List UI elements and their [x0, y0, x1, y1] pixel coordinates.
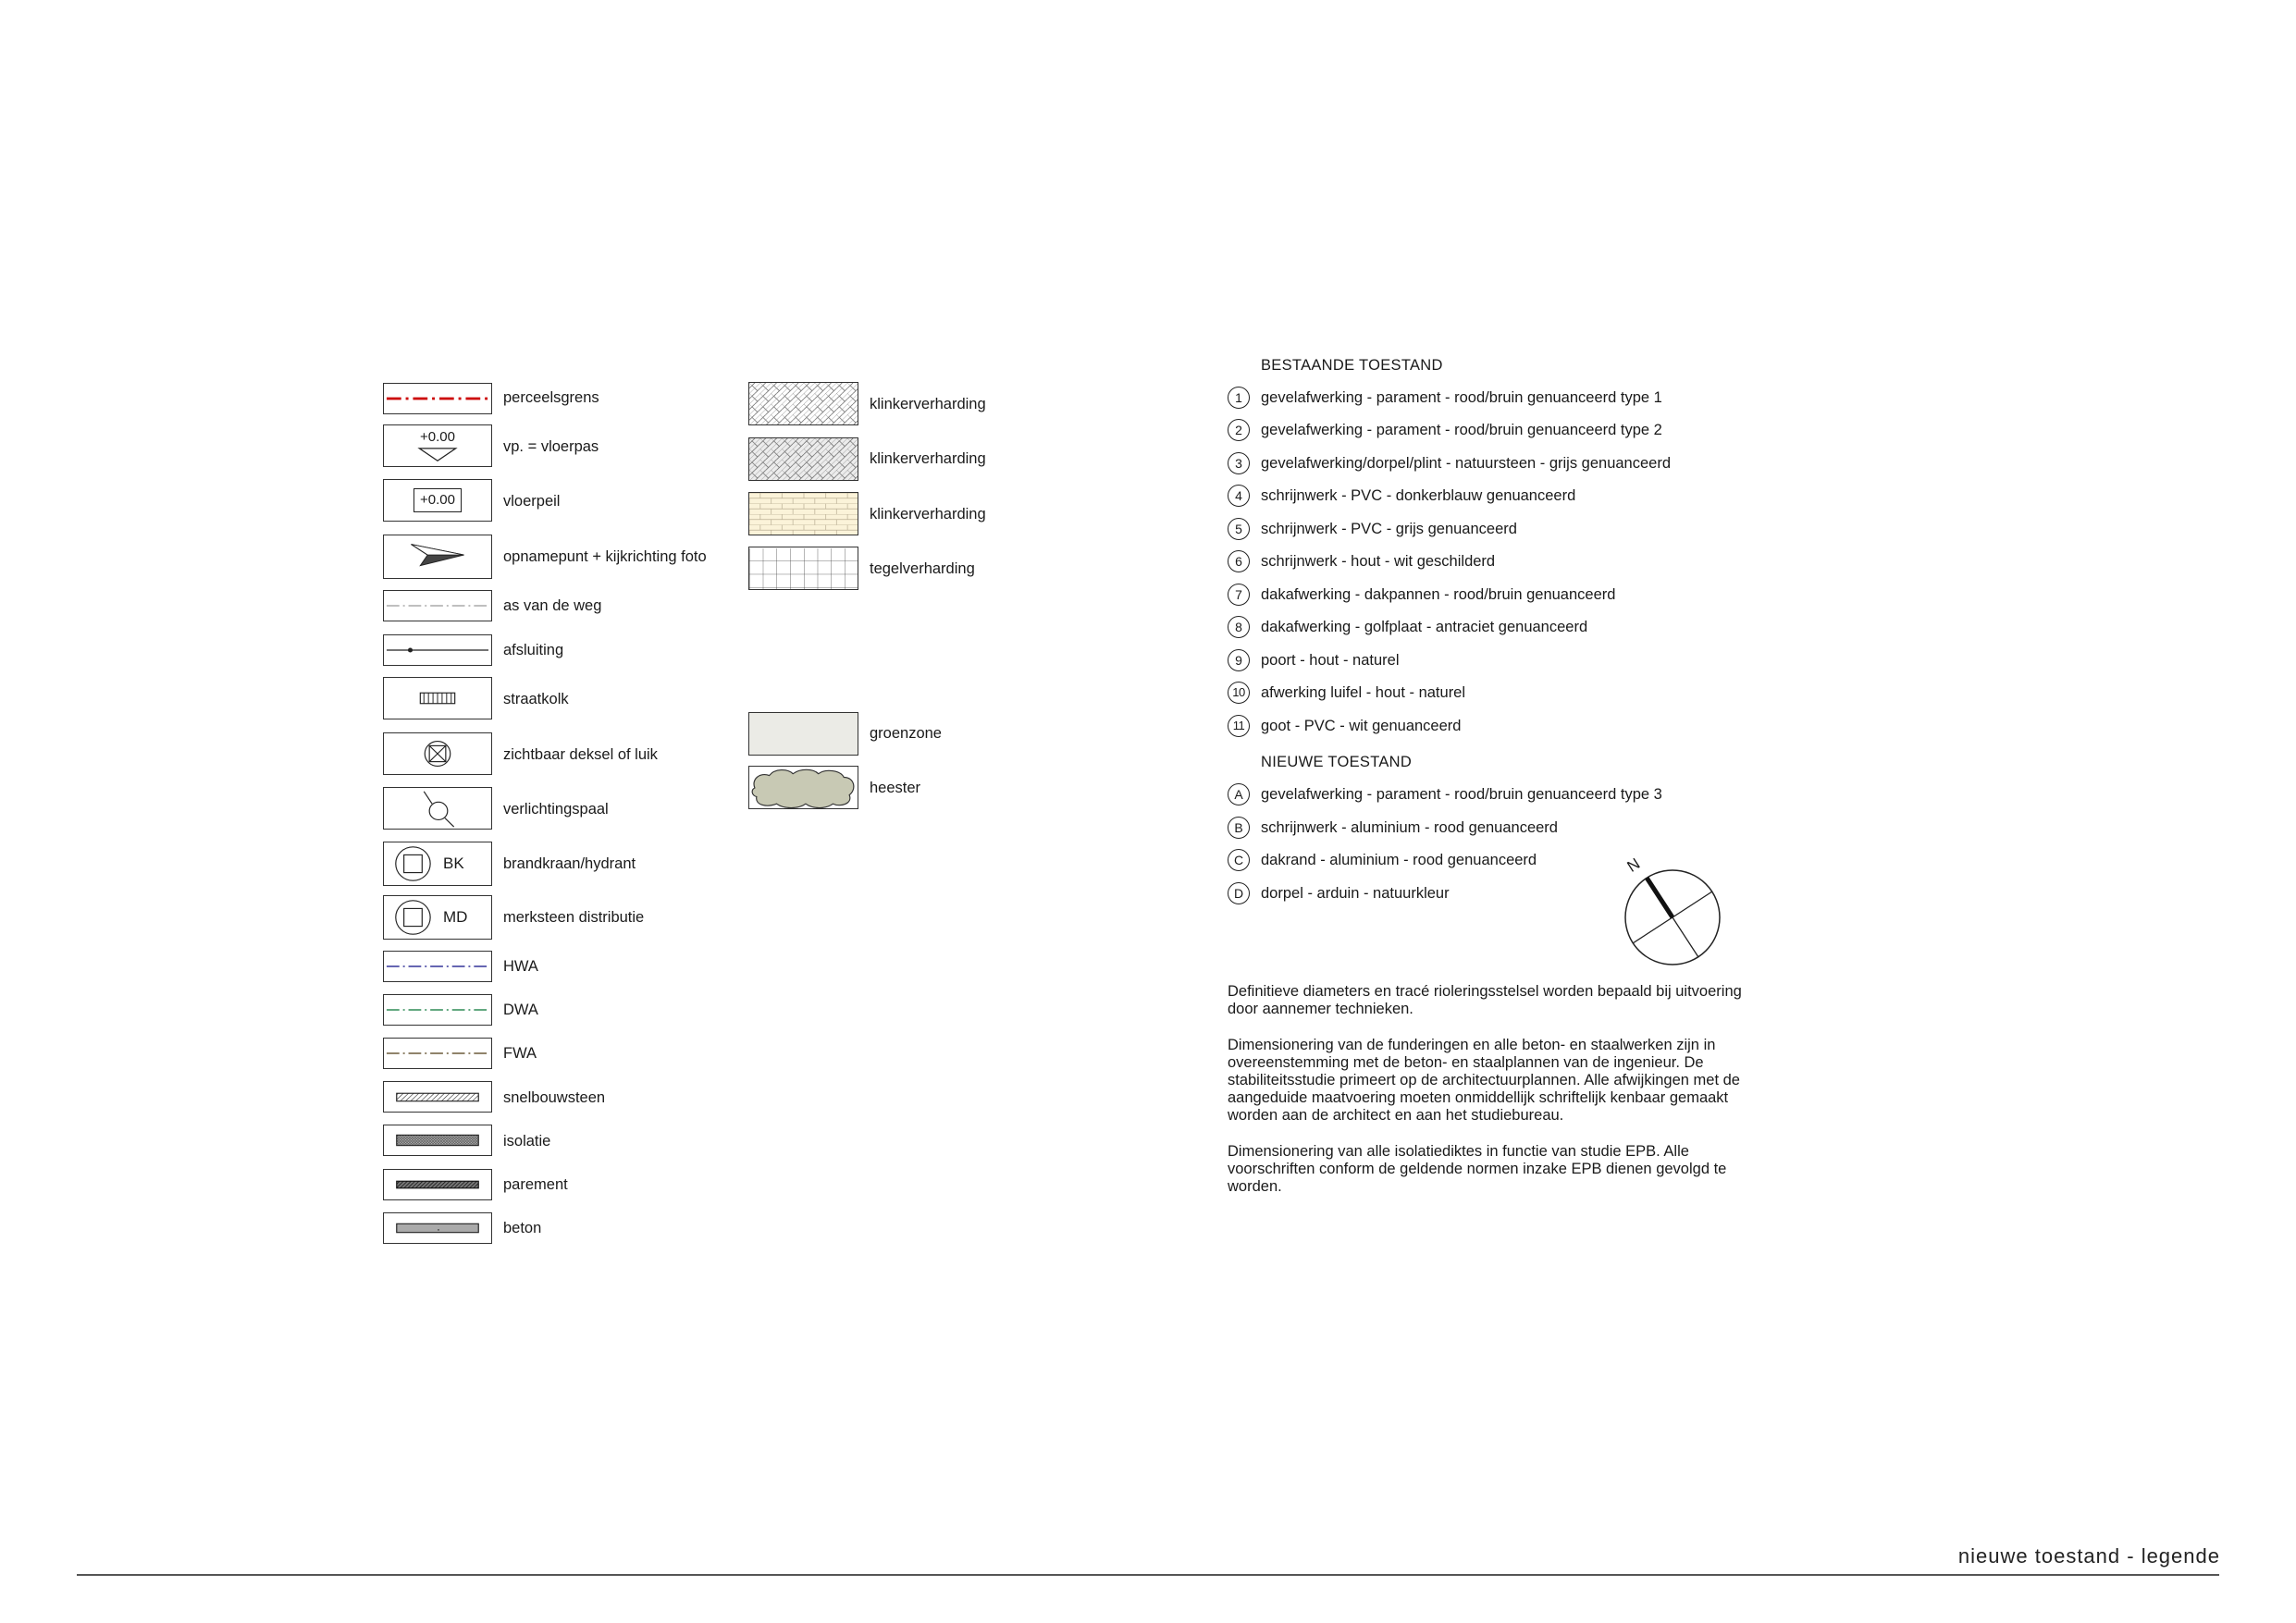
north-label: N	[1623, 855, 1644, 876]
legend-label: beton	[503, 1220, 542, 1236]
new-heading: NIEUWE TOESTAND	[1261, 754, 1413, 770]
legend-label: klinkerverharding	[870, 396, 986, 412]
legend-label: HWA	[503, 958, 538, 975]
item-text: dakrand - aluminium - rood genuanceerd	[1261, 852, 1537, 868]
manhole-cover-symbol	[383, 732, 492, 775]
legend-label: as van de weg	[503, 597, 602, 614]
fence-symbol	[383, 634, 492, 666]
grate-symbol	[383, 677, 492, 719]
item-text: schrijnwerk - hout - wit geschilderd	[1261, 553, 1496, 570]
item-number: 2	[1228, 419, 1250, 441]
legend-label: perceelsgrens	[503, 389, 599, 406]
item-text: poort - hout - naturel	[1261, 652, 1400, 669]
item-number: 3	[1228, 452, 1250, 474]
legend-label: merksteen distributie	[503, 909, 645, 926]
north-arrow-icon	[1615, 855, 1730, 969]
legend-label: straatkolk	[503, 691, 569, 707]
item-number: 9	[1228, 649, 1250, 671]
item-number: 6	[1228, 550, 1250, 572]
item-text: dakafwerking - golfplaat - antraciet genuanceerd	[1261, 619, 1588, 635]
level-value: +0.00	[420, 429, 455, 445]
snelbouwsteen-symbol	[383, 1081, 492, 1113]
legend-label: snelbouwsteen	[503, 1089, 606, 1106]
hwa-line-symbol	[383, 951, 492, 982]
sheet-title: nieuwe toestand - legende	[1957, 1544, 2220, 1568]
legend-label: tegelverharding	[870, 560, 975, 577]
item-number: 1	[1228, 387, 1250, 409]
hydrant-code: BK	[443, 855, 464, 872]
fwa-line-symbol	[383, 1038, 492, 1069]
dwa-line-symbol	[383, 994, 492, 1026]
item-number: 10	[1228, 682, 1250, 704]
item-text: goot - PVC - wit genuanceerd	[1261, 718, 1462, 734]
vloerpeil-symbol	[383, 479, 492, 522]
item-text: gevelafwerking - parament - rood/bruin genuanceerd type 3	[1261, 786, 1662, 803]
brick-pattern-symbol	[748, 492, 858, 535]
legend-label: vloerpeil	[503, 493, 561, 510]
item-text: gevelafwerking - parament - rood/bruin genuanceerd type 2	[1261, 422, 1662, 438]
legend-label: DWA	[503, 1002, 538, 1018]
legend-label: verlichtingspaal	[503, 801, 609, 818]
note-epb: Dimensionering van alle isolatiediktes in functie van studie EPB. Alle voorschriften conform de geldende normen inzake EPB dienen gevolgd te worden.	[1228, 1143, 1727, 1195]
legend-label: brandkraan/hydrant	[503, 855, 636, 872]
legend-label: heester	[870, 780, 921, 796]
item-letter: A	[1228, 783, 1250, 805]
item-number: 11	[1228, 715, 1250, 737]
legend-label: afsluiting	[503, 642, 564, 658]
legend-label: parement	[503, 1176, 568, 1193]
tile-grid-symbol	[748, 547, 858, 590]
item-number: 7	[1228, 584, 1250, 606]
legend-label: klinkerverharding	[870, 450, 986, 467]
item-text: schrijnwerk - PVC - grijs genuanceerd	[1261, 521, 1517, 537]
existing-heading: BESTAANDE TOESTAND	[1261, 357, 1443, 374]
shrub-symbol	[748, 766, 858, 809]
item-text: dorpel - arduin - natuurkleur	[1261, 885, 1450, 902]
legend-label: zichtbaar deksel of luik	[503, 746, 658, 763]
item-number: 4	[1228, 485, 1250, 507]
marker-stone-symbol	[383, 895, 492, 940]
item-number: 8	[1228, 616, 1250, 638]
groenzone-symbol	[748, 712, 858, 756]
legend-label: klinkerverharding	[870, 506, 986, 523]
item-number: 5	[1228, 518, 1250, 540]
legend-label: opnamepunt + kijkrichting foto	[503, 548, 707, 565]
klinker-pattern-symbol	[748, 382, 858, 425]
legend-label: FWA	[503, 1045, 537, 1062]
legend-label: groenzone	[870, 725, 942, 742]
bottom-rule	[77, 1574, 2219, 1576]
road-axis-symbol	[383, 590, 492, 621]
item-text: schrijnwerk - aluminium - rood genuanceerd	[1261, 819, 1558, 836]
vloerpas-symbol	[383, 424, 492, 467]
perceelsgrens-symbol	[383, 383, 492, 414]
isolatie-symbol	[383, 1125, 492, 1156]
marker-code: MD	[443, 908, 468, 926]
note-sewer: Definitieve diameters en tracé rioleringsstelsel worden bepaald bij uitvoering door aannemer technieken.	[1228, 983, 1742, 1017]
item-letter: C	[1228, 849, 1250, 871]
item-letter: B	[1228, 817, 1250, 839]
parement-symbol	[383, 1169, 492, 1200]
street-lamp-symbol	[383, 787, 492, 830]
item-text: dakafwerking - dakpannen - rood/bruin genuanceerd	[1261, 586, 1616, 603]
klinker-grey-pattern-symbol	[748, 437, 858, 481]
level-value: +0.00	[414, 488, 462, 512]
camera-direction-symbol	[383, 535, 492, 579]
item-text: schrijnwerk - PVC - donkerblauw genuanceerd	[1261, 487, 1576, 504]
item-letter: D	[1228, 882, 1250, 904]
item-text: gevelafwerking - parament - rood/bruin genuanceerd type 1	[1261, 389, 1662, 406]
hydrant-symbol	[383, 842, 492, 886]
legend-label: vp. = vloerpas	[503, 438, 599, 455]
legend-label: isolatie	[503, 1133, 551, 1150]
note-foundation: Dimensionering van de funderingen en alle beton- en staalwerken zijn in overeenstemming met de beton- en staalplannen van de ingenieur. De stabiliteitsstudie primeert op de architectuurplannen. Alle afwijkingen met de aangeduide maatvoering moeten onmiddellijk schriftelijk kenbaar gemaakt worden aan de architect en aan het studiebureau.	[1228, 1037, 1740, 1124]
beton-symbol	[383, 1212, 492, 1244]
item-text: gevelafwerking/dorpel/plint - natuursteen - grijs genuanceerd	[1261, 455, 1672, 472]
item-text: afwerking luifel - hout - naturel	[1261, 684, 1466, 701]
